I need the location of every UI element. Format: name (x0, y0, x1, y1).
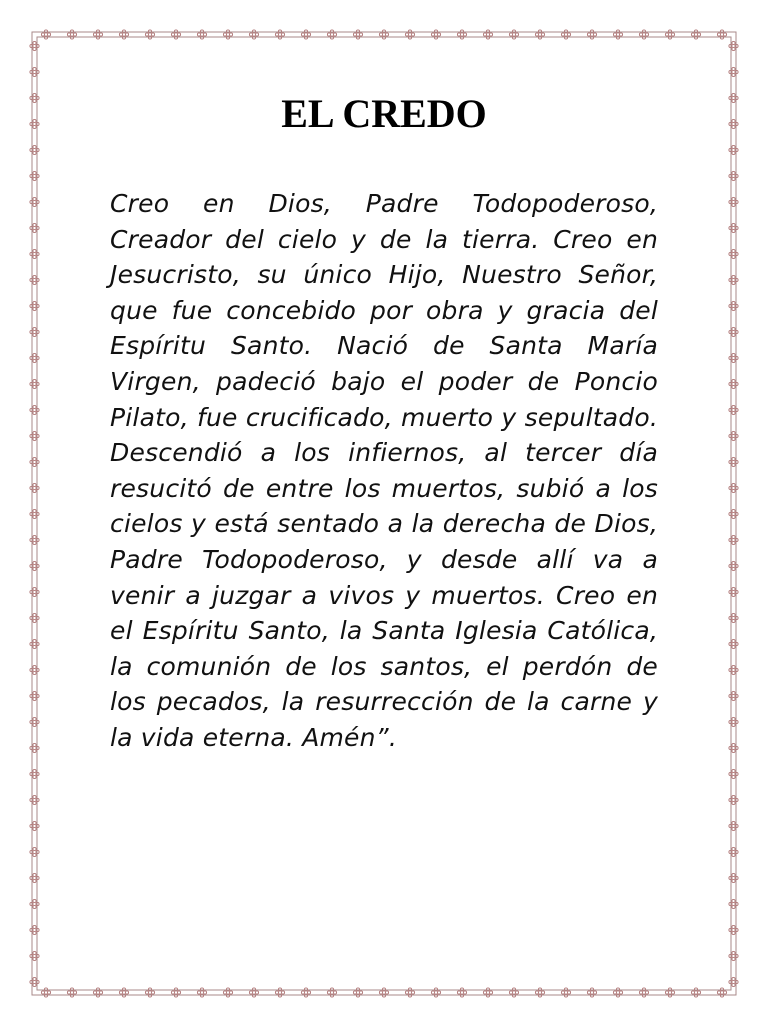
page-title: EL CREDO (281, 91, 487, 136)
creed-text: Creo en Dios, Padre Todopoderoso, Creador del cielo y de la tierra. Creo en Jesucristo, su único Hijo, Nuestro Señor, que fue concebido por obra y gracia del Espíritu Santo. Nació de Santa María Virgen, padeció bajo el poder de Poncio Pilato, fue crucificado, muerto y sepultado. Descendió a los infiernos, al tercer día resucitó de entre los muertos, subió a los cielos y está sentado a la derecha de Dios, Padre Todopoderoso, y desde allí va a venir a juzgar a vivos y muertos. Creo en el Espíritu Santo, la Santa Iglesia Católica, la comunión de los santos, el perdón de los pecados, la resurrección de la carne y la vida eterna. Amén”. (110, 189, 658, 752)
